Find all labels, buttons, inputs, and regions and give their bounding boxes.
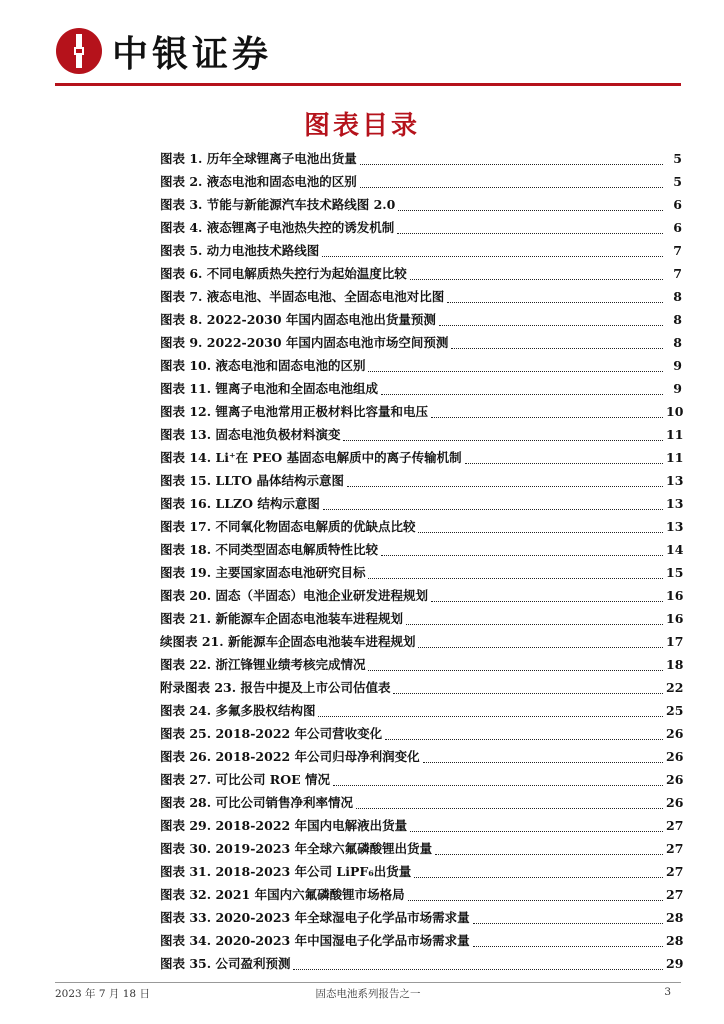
toc-leader-dots [435, 853, 663, 855]
toc-entry-label: 图表 8. 2022-2030 年国内固态电池出货量预测 [160, 312, 436, 327]
page-title: 图表目录 [303, 111, 420, 141]
toc-entry[interactable] [160, 676, 682, 699]
toc-entry-label: 图表 16. LLZO 结构示意图 [160, 496, 320, 511]
toc-entry-label: 图表 21. 新能源车企固态电池装车进程规划 [160, 611, 403, 626]
toc-entry[interactable] [160, 745, 682, 768]
toc-leader-dots [451, 347, 663, 349]
header [56, 22, 272, 80]
toc-leader-dots [439, 324, 663, 326]
toc-leader-dots [473, 945, 663, 947]
toc-entry[interactable] [160, 814, 682, 837]
toc-entry-page: 17 [666, 634, 684, 649]
toc-entry-page: 6 [673, 220, 682, 235]
toc-entry-page: 10 [666, 404, 684, 419]
toc-entry-label: 附录图表 23. 报告中提及上市公司估值表 [160, 680, 391, 695]
toc-entry-page: 6 [673, 197, 682, 212]
toc-leader-dots [393, 692, 663, 694]
toc-entry[interactable] [160, 722, 682, 745]
toc-entry[interactable] [160, 308, 682, 331]
header-divider [55, 83, 681, 86]
toc-entry[interactable] [160, 147, 682, 170]
toc-entry-page: 5 [673, 174, 682, 189]
toc-leader-dots [323, 508, 663, 510]
toc-entry-page: 22 [666, 680, 684, 695]
toc-entry[interactable] [160, 837, 682, 860]
toc-entry[interactable] [160, 492, 682, 515]
toc-entry[interactable] [160, 446, 682, 469]
toc-entry[interactable] [160, 929, 682, 952]
toc-leader-dots [447, 301, 663, 303]
footer-series: 固态电池系列报告之一 [315, 988, 421, 1000]
footer-divider [55, 982, 681, 983]
toc-leader-dots [431, 416, 663, 418]
toc-entry[interactable] [160, 216, 682, 239]
toc-entry-page: 8 [673, 312, 682, 327]
toc-leader-dots [414, 876, 663, 878]
toc-entry-page: 8 [673, 289, 682, 304]
toc-entry-label: 图表 4. 液态锂离子电池热失控的诱发机制 [160, 220, 395, 235]
footer [55, 986, 681, 1002]
toc-entry-label: 图表 34. 2020-2023 年中国湿电子化学品市场需求量 [160, 933, 470, 948]
toc-leader-dots [398, 209, 663, 211]
toc-entry[interactable] [160, 952, 682, 975]
toc-entry-label: 图表 13. 固态电池负极材料演变 [160, 427, 341, 442]
toc-entry[interactable] [160, 469, 682, 492]
toc-leader-dots [381, 554, 663, 556]
toc-entry-page: 11 [666, 427, 684, 442]
toc-entry-label: 图表 17. 不同氧化物固态电解质的优缺点比较 [160, 519, 416, 534]
toc-entry[interactable] [160, 883, 682, 906]
toc-entry-page: 27 [666, 818, 684, 833]
toc-leader-dots [368, 669, 663, 671]
toc-entry-page: 27 [666, 887, 684, 902]
toc-entry-page: 7 [673, 266, 682, 281]
toc-entry-page: 18 [666, 657, 684, 672]
toc-entry-page: 13 [666, 519, 684, 534]
toc-leader-dots [322, 255, 663, 257]
toc-entry-page: 11 [666, 450, 684, 465]
toc-entry-label: 图表 26. 2018-2022 年公司归母净利润变化 [160, 749, 420, 764]
toc-entry-label: 图表 29. 2018-2022 年国内电解液出货量 [160, 818, 408, 833]
toc-entry-label: 图表 2. 液态电池和固态电池的区别 [160, 174, 357, 189]
boc-logo-icon [56, 28, 102, 74]
toc-leader-dots [356, 807, 663, 809]
toc-entry-label: 图表 6. 不同电解质热失控行为起始温度比较 [160, 266, 407, 281]
toc-entry[interactable] [160, 400, 682, 423]
toc-entry[interactable] [160, 262, 682, 285]
toc-entry-label: 图表 18. 不同类型固态电解质特性比较 [160, 542, 378, 557]
toc-entry-label: 图表 11. 锂离子电池和全固态电池组成 [160, 381, 378, 396]
toc-entry-page: 15 [666, 565, 684, 580]
table-of-figures [160, 147, 682, 975]
toc-entry[interactable] [160, 699, 682, 722]
toc-entry-page: 9 [673, 381, 682, 396]
toc-leader-dots [410, 278, 663, 280]
toc-entry-label: 图表 35. 公司盈利预测 [160, 956, 291, 971]
toc-entry[interactable] [160, 653, 682, 676]
toc-entry[interactable] [160, 791, 682, 814]
toc-leader-dots [347, 485, 663, 487]
toc-leader-dots [431, 600, 663, 602]
toc-leader-dots [318, 715, 663, 717]
toc-leader-dots [360, 186, 663, 188]
toc-entry[interactable] [160, 239, 682, 262]
toc-entry-page: 28 [666, 933, 684, 948]
toc-entry-page: 13 [666, 496, 684, 511]
toc-entry-page: 7 [673, 243, 682, 258]
toc-entry[interactable] [160, 561, 682, 584]
toc-entry-label: 图表 14. Li⁺在 PEO 基固态电解质中的离子传输机制 [160, 450, 462, 465]
toc-entry[interactable] [160, 193, 682, 216]
toc-entry-page: 26 [666, 795, 684, 810]
toc-entry[interactable] [160, 515, 682, 538]
toc-entry-label: 图表 27. 可比公司 ROE 情况 [160, 772, 330, 787]
toc-leader-dots [381, 393, 663, 395]
toc-entry-label: 图表 32. 2021 年国内六氟磷酸锂市场格局 [160, 887, 405, 902]
toc-entry-label: 图表 15. LLTO 晶体结构示意图 [160, 473, 345, 488]
footer-page-number: 3 [664, 986, 671, 998]
toc-entry-label: 图表 20. 固态（半固态）电池企业研发进程规划 [160, 588, 428, 603]
toc-leader-dots [360, 163, 663, 165]
toc-entry-page: 13 [666, 473, 684, 488]
toc-entry[interactable] [160, 377, 682, 400]
toc-entry[interactable] [160, 630, 682, 653]
toc-entry-label: 图表 7. 液态电池、半固态电池、全固态电池对比图 [160, 289, 445, 304]
toc-leader-dots [418, 646, 663, 648]
toc-leader-dots [410, 830, 663, 832]
toc-entry-label: 图表 28. 可比公司销售净利率情况 [160, 795, 353, 810]
toc-entry[interactable] [160, 331, 682, 354]
toc-entry-page: 28 [666, 910, 684, 925]
toc-entry-label: 续图表 21. 新能源车企固态电池装车进程规划 [160, 634, 416, 649]
toc-entry-label: 图表 22. 浙江锋锂业绩考核完成情况 [160, 657, 366, 672]
toc-entry-page: 29 [666, 956, 684, 971]
toc-entry-page: 26 [666, 749, 684, 764]
brand-name: 中银证券 [112, 33, 273, 75]
toc-leader-dots [385, 738, 663, 740]
toc-entry[interactable] [160, 860, 682, 883]
toc-entry-page: 25 [666, 703, 684, 718]
toc-entry[interactable] [160, 584, 682, 607]
footer-date: 2023 年 7 月 18 日 [55, 988, 150, 1000]
toc-leader-dots [343, 439, 663, 441]
toc-entry[interactable] [160, 906, 682, 929]
toc-entry-page: 16 [666, 611, 684, 626]
toc-entry-label: 图表 24. 多氟多股权结构图 [160, 703, 316, 718]
toc-entry-label: 图表 5. 动力电池技术路线图 [160, 243, 320, 258]
toc-leader-dots [408, 899, 663, 901]
toc-leader-dots [293, 968, 663, 970]
toc-entry[interactable] [160, 170, 682, 193]
toc-entry-label: 图表 1. 历年全球锂离子电池出货量 [160, 151, 357, 166]
toc-entry-label: 图表 31. 2018-2023 年公司 LiPF₆出货量 [160, 864, 412, 879]
toc-entry[interactable] [160, 538, 682, 561]
toc-entry-label: 图表 25. 2018-2022 年公司营收变化 [160, 726, 383, 741]
toc-entry-page: 8 [673, 335, 682, 350]
toc-leader-dots [423, 761, 663, 763]
toc-entry[interactable] [160, 423, 682, 446]
toc-entry-label: 图表 9. 2022-2030 年国内固态电池市场空间预测 [160, 335, 449, 350]
toc-entry-label: 图表 12. 锂离子电池常用正极材料比容量和电压 [160, 404, 428, 419]
toc-entry-page: 14 [666, 542, 684, 557]
toc-leader-dots [368, 370, 663, 372]
toc-entry-page: 27 [666, 841, 684, 856]
toc-entry[interactable] [160, 768, 682, 791]
toc-entry[interactable] [160, 285, 682, 308]
toc-entry-label: 图表 10. 液态电池和固态电池的区别 [160, 358, 366, 373]
toc-leader-dots [406, 623, 663, 625]
toc-entry-page: 26 [666, 772, 684, 787]
toc-entry-label: 图表 33. 2020-2023 年全球湿电子化学品市场需求量 [160, 910, 470, 925]
toc-entry-page: 9 [673, 358, 682, 373]
toc-entry-label: 图表 3. 节能与新能源汽车技术路线图 2.0 [160, 197, 396, 212]
toc-entry-page: 27 [666, 864, 684, 879]
toc-leader-dots [418, 531, 663, 533]
toc-entry-label: 图表 19. 主要国家固态电池研究目标 [160, 565, 366, 580]
toc-leader-dots [473, 922, 663, 924]
toc-entry-label: 图表 30. 2019-2023 年全球六氟磷酸锂出货量 [160, 841, 433, 856]
toc-leader-dots [465, 462, 663, 464]
toc-leader-dots [368, 577, 663, 579]
toc-entry-page: 16 [666, 588, 684, 603]
toc-entry-page: 26 [666, 726, 684, 741]
toc-leader-dots [333, 784, 663, 786]
toc-entry[interactable] [160, 354, 682, 377]
toc-entry-page: 5 [673, 151, 682, 166]
toc-entry[interactable] [160, 607, 682, 630]
toc-leader-dots [397, 232, 663, 234]
